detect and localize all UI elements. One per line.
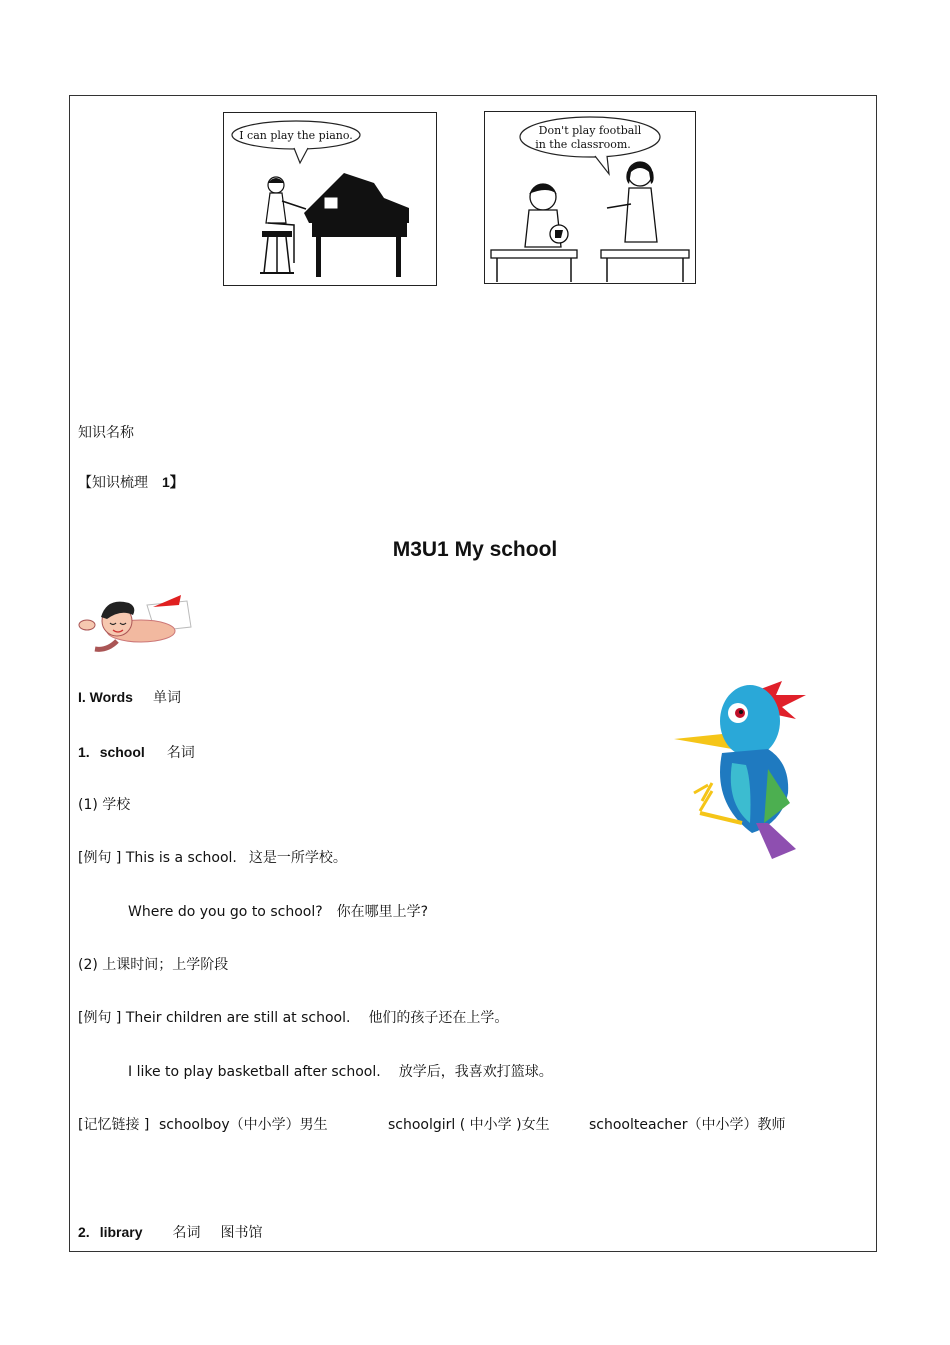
memory-item-schoolboy: schoolboy（中小学）男生 xyxy=(159,1117,328,1133)
left-bubble-text: I can play the piano. xyxy=(239,129,353,142)
word1-number: 1. xyxy=(78,744,90,760)
example2-en: Where do you go to school? xyxy=(128,904,323,920)
example1-en: This is a school. xyxy=(125,850,237,866)
example4-cn: 放学后，我喜欢打篮球。 xyxy=(398,1064,553,1080)
section-name: 知识名称 xyxy=(78,425,134,441)
memory-link-tag: [记忆链接 ] xyxy=(78,1117,150,1133)
right-bubble-line2: in the classroom. xyxy=(535,138,631,151)
right-bubble-line1: Don't play football xyxy=(538,124,642,137)
example3-cn: 他们的孩子还在上学。 xyxy=(368,1010,509,1026)
classroom-drawing xyxy=(485,112,694,282)
word2-cn: 图书馆 xyxy=(220,1225,263,1241)
word2-word: library xyxy=(99,1224,143,1240)
flying-boy-illustration xyxy=(77,591,194,655)
word1-pos: 名词 xyxy=(166,745,195,761)
words-heading-cn: 单词 xyxy=(152,690,181,706)
example2 xyxy=(128,905,428,919)
memory-item-schoolteacher: schoolteacher（中小学）教师 xyxy=(589,1117,786,1133)
word2-pos: 名词 xyxy=(172,1225,201,1241)
example1-tag: [例句 ] xyxy=(78,850,122,866)
example3 xyxy=(78,1011,508,1025)
section-subheading xyxy=(78,475,184,490)
example2-cn: 你在哪里上学? xyxy=(336,904,429,920)
page-title: M3U1 My school xyxy=(392,538,558,561)
word2-entry xyxy=(78,1225,263,1240)
word1-entry xyxy=(78,745,195,760)
flying-boy-drawing xyxy=(77,591,194,655)
memory-item-schoolgirl: schoolgirl ( 中小学 )女生 xyxy=(388,1117,550,1133)
section-subheading-text: 【知识梳理 xyxy=(78,475,148,491)
section-subheading-number: 1】 xyxy=(162,474,184,490)
woodpecker-drawing xyxy=(672,673,814,863)
woodpecker-illustration xyxy=(672,673,814,863)
word1-sense2: (2) 上课时间；上学阶段 xyxy=(78,957,229,973)
piano-illustration xyxy=(223,112,437,286)
classroom-illustration xyxy=(484,111,696,284)
example1-cn: 这是一所学校。 xyxy=(248,850,347,866)
word1-word: school xyxy=(99,744,145,760)
example4-en: I like to play basketball after school. xyxy=(128,1064,381,1080)
example3-tag: [例句 ] xyxy=(78,1010,122,1026)
words-heading-label: I. Words xyxy=(78,689,133,705)
example3-en: Their children are still at school. xyxy=(125,1010,351,1026)
words-heading xyxy=(78,690,181,705)
example1 xyxy=(78,851,347,865)
word2-number: 2. xyxy=(78,1224,90,1240)
word1-sense1: (1) 学校 xyxy=(78,797,131,813)
example4 xyxy=(128,1065,553,1079)
piano-drawing xyxy=(224,113,435,284)
